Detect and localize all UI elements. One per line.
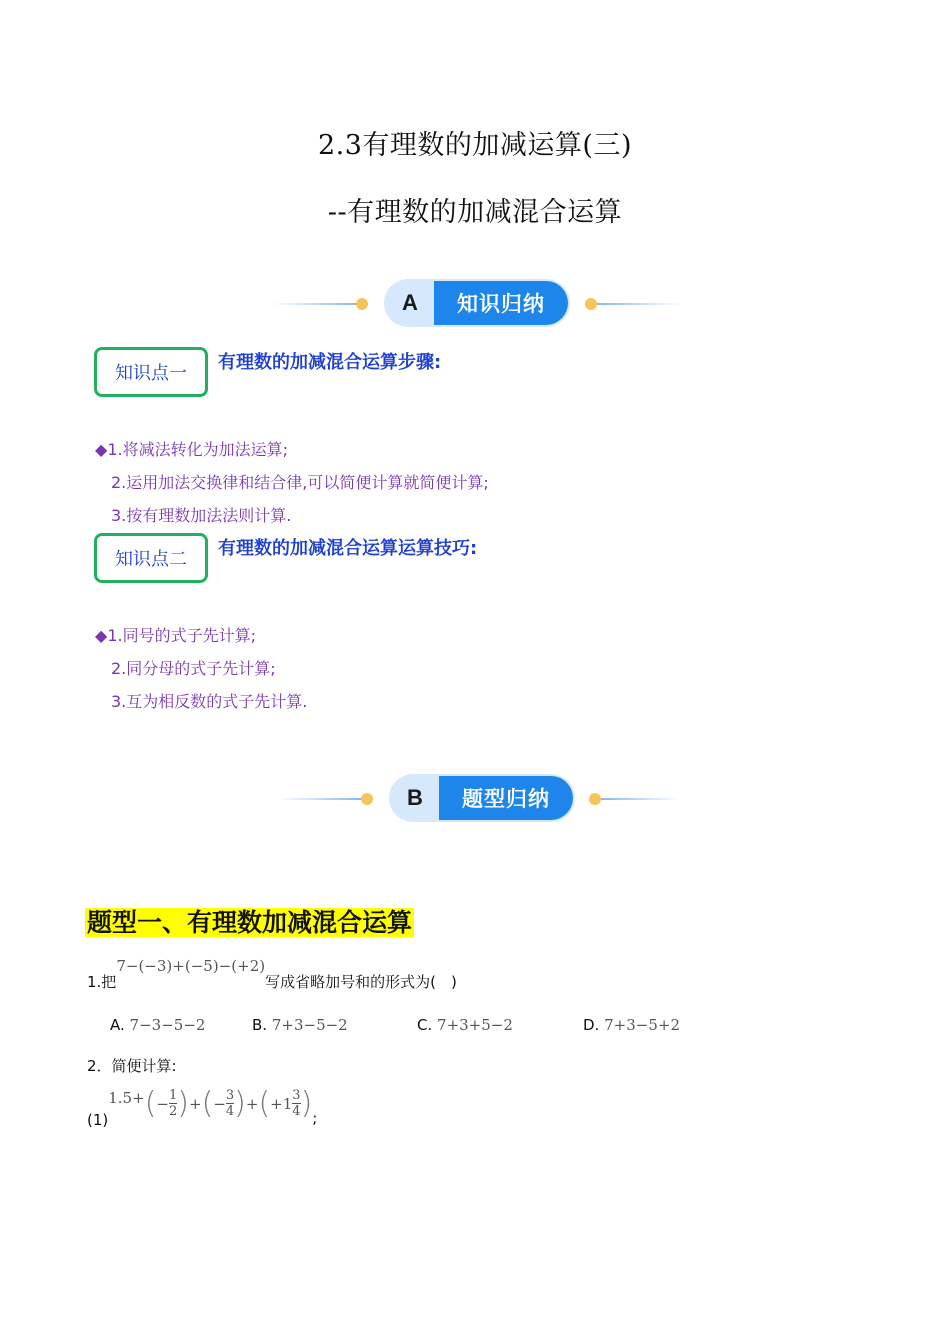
banner-line-left bbox=[278, 798, 361, 800]
banner-letter: A bbox=[386, 281, 434, 325]
fraction: $\frac{3}{4}$ bbox=[225, 1088, 235, 1119]
option-c[interactable]: C. 7+3+5−2 bbox=[417, 1016, 513, 1034]
question-2: 2．简便计算: bbox=[87, 1057, 177, 1075]
banner-line-right bbox=[597, 303, 681, 305]
list-item: ◆1.同号的式子先计算; bbox=[95, 626, 256, 645]
option-d[interactable]: D. 7+3−5+2 bbox=[583, 1016, 680, 1034]
right-paren-icon: ) bbox=[177, 1086, 189, 1121]
fraction: $\frac{3}{4}$ bbox=[292, 1088, 301, 1119]
list-item: 2.运用加法交换律和结合律,可以简便计算就简便计算; bbox=[111, 473, 489, 492]
section-heading: 题型一、有理数加减混合运算 bbox=[87, 908, 413, 937]
part-label: (1) bbox=[87, 1110, 109, 1129]
list-item: 3.按有理数加法法则计算. bbox=[111, 506, 292, 525]
right-paren-icon: ) bbox=[234, 1086, 246, 1121]
banner-dot-right bbox=[589, 793, 601, 805]
section-banner-a bbox=[0, 281, 950, 327]
page-subtitle: --有理数的加减混合运算 bbox=[327, 197, 623, 228]
right-paren-icon: ) bbox=[300, 1086, 313, 1121]
banner-pill bbox=[386, 281, 568, 325]
diamond-bullet-icon: ◆ bbox=[95, 440, 108, 459]
question-expression: 7−(−3)+(−5)−(+2) bbox=[116, 957, 266, 975]
knowledge-list-2 bbox=[95, 623, 307, 712]
banner-line-left bbox=[272, 303, 356, 305]
list-item: 2.同分母的式子先计算; bbox=[111, 659, 276, 678]
list-item: ◆1.将减法转化为加法运算; bbox=[95, 440, 288, 459]
option-b[interactable]: B. 7+3−5−2 bbox=[252, 1016, 348, 1034]
question-2-part-1: (1) 1.5+ ( − $\frac{1}{2}$ ) + ( − $\frac{3}{4}$ ) + ( +1 $\frac{3}{4}$ ) ; bbox=[87, 1086, 318, 1129]
banner-letter: B bbox=[391, 776, 439, 820]
question-text: 写成省略加号和的形式为( ) bbox=[265, 973, 457, 991]
option-a[interactable]: A. 7−3−5−2 bbox=[110, 1016, 206, 1034]
expression-lead: 1.5+ bbox=[108, 1088, 145, 1107]
banner-dot-left bbox=[356, 298, 368, 310]
knowledge-heading-2: 有理数的加减混合运算运算技巧: bbox=[218, 538, 478, 559]
list-item: 3.互为相反数的式子先计算. bbox=[111, 692, 308, 711]
left-paren-icon: ( bbox=[144, 1086, 157, 1121]
page-title: 2.3有理数的加减运算(三) bbox=[317, 130, 632, 161]
fraction: $\frac{1}{2}$ bbox=[168, 1088, 178, 1119]
banner-label: 知识归纳 bbox=[434, 281, 568, 325]
banner-line-right bbox=[601, 798, 681, 800]
banner-label: 题型归纳 bbox=[439, 776, 573, 820]
left-paren-icon: ( bbox=[258, 1086, 271, 1121]
section-banner-b bbox=[0, 776, 950, 822]
knowledge-box-2: 知识点二 bbox=[94, 533, 208, 583]
banner-pill bbox=[391, 776, 573, 820]
banner-dot-right bbox=[585, 298, 597, 310]
banner-dot-left bbox=[361, 793, 373, 805]
knowledge-box-1: 知识点一 bbox=[94, 347, 208, 397]
question-1 bbox=[87, 955, 457, 991]
knowledge-heading-1: 有理数的加减混合运算步骤: bbox=[218, 352, 442, 373]
question-number: 1.把 bbox=[87, 973, 117, 991]
diamond-bullet-icon: ◆ bbox=[95, 626, 108, 645]
left-paren-icon: ( bbox=[201, 1086, 214, 1121]
knowledge-list-1 bbox=[95, 437, 489, 526]
